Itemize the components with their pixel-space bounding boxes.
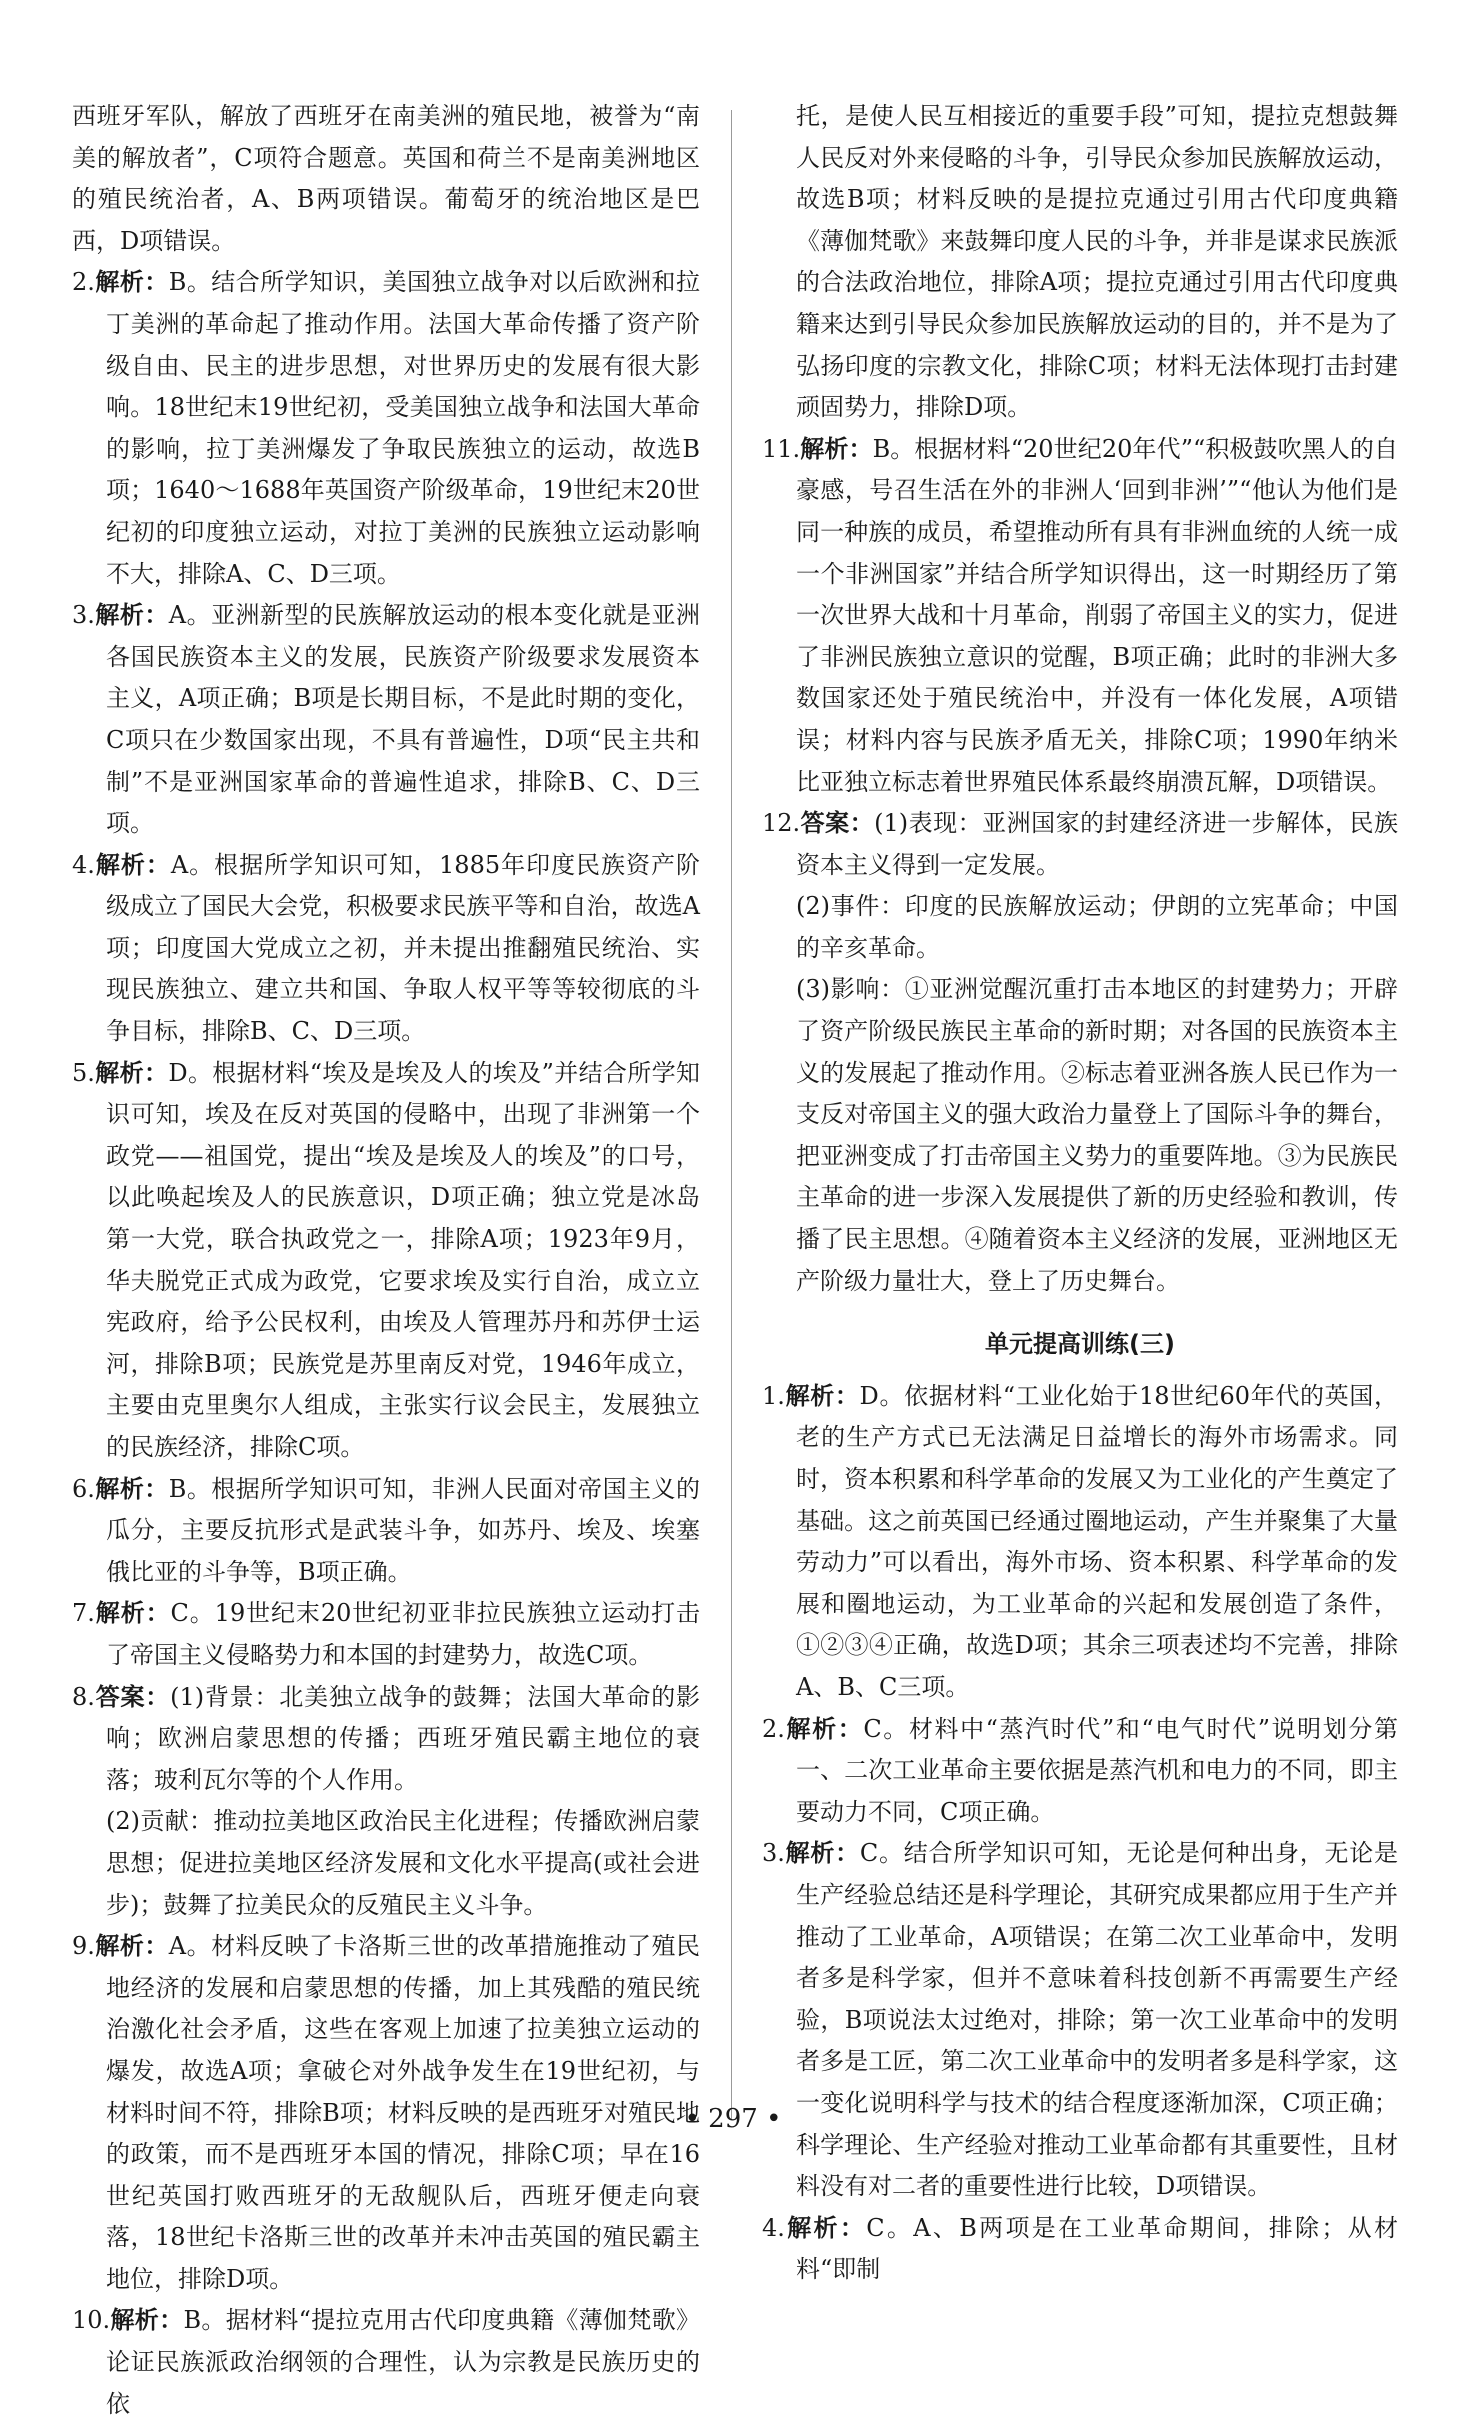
unit-answer-3: 3.解析：C。结合所学知识可知，无论是何种出身，无论是生产经验总结还是科学理论，其研究成果都应用于生产并推动了工业革命，A项错误；在第二次工业革命中，发明者多是科学家，但并不意味着科技创新不再需要生产经验，B项说法太过绝对，排除；第一次工业革命中的发明者多是工匠，第二次工业革命中的发明者多是科学家，这一变化说明科学与技术的结合程度逐渐加深，C项正确；科学理论、生产经验对推动工业革命都有其重要性，且材料没有对二者的重要性进行比较，D项错误。 bbox=[762, 1839, 1398, 2201]
answer-4: 4.解析：A。根据所学知识可知，1885年印度民族资产阶级成立了国民大会党，积极要求民族平等和自治，故选A项；印度国大党成立之初，并未提出推翻殖民统治、实现民族独立、建立共和国、争取人权平等等较彻底的斗争目标，排除B、C、D三项。 bbox=[72, 850, 700, 1046]
answer-10: 10.解析：B。据材料“提拉克用古代印度典籍《薄伽梵歌》论证民族派政治纲领的合理性，认为宗教是民族历史的依 bbox=[72, 2306, 701, 2418]
unit-answer-2: 2.解析：C。材料中“蒸汽时代”和“电气时代”说明划分第一、二次工业革命主要依据是蒸汽机和电力的不同，即主要动力不同，C项正确。 bbox=[762, 1714, 1398, 1826]
section-title: 单元提高训练(三) bbox=[985, 1330, 1175, 1359]
answer-12-part-3: (3)影响：①亚洲觉醒沉重打击本地区的封建势力；开辟了资产阶级民族民主革命的新时期；对各国的民族资本主义的发展起了推动作用。②标志着亚洲各族人民已作为一支反对帝国主义的强大政治力量登上了国际斗争的舞台，把亚洲变成了打击帝国主义势力的重要阵地。③为民族民主革命的进一步深入发展提供了新的历史经验和教训，传播了民主思想。④随着资本主义经济的发展，亚洲地区无产阶级力量壮大，登上了历史舞台。 bbox=[796, 975, 1398, 1295]
answer-3: 3.解析：A。亚洲新型的民族解放运动的根本变化就是亚洲各国民族资本主义的发展，民族资产阶级要求发展资本主义，A项正确；B项是长期目标，不是此时期的变化，C项只在少数国家出现，不具有普遍性，D项“民主共和制”不是亚洲国家革命的普遍性追求，排除B、C、D三项。 bbox=[72, 601, 700, 838]
page-number: • 297 • bbox=[684, 2104, 782, 2134]
answer-2: 2.解析：B。结合所学知识，美国独立战争对以后欧洲和拉丁美洲的革命起了推动作用。法国大革命传播了资产阶级自由、民主的进步思想，对世界历史的发展有很大影响。18世纪末19世纪初，受美国独立战争和法国大革命的影响，拉丁美洲爆发了争取民族独立的运动，故选B项；1640～1688年英国资产阶级革命，19世纪末20世纪初的印度独立运动，对拉丁美洲的民族独立运动影响不大，排除A、C、D三项。 bbox=[72, 268, 701, 588]
answer-11: 11.解析：B。根据材料“20世纪20年代”“积极鼓吹黑人的自豪感，号召生活在外的非洲人‘回到非洲’”“他认为他们是同一种族的成员，希望推动所有具有非洲血统的人统一成一个非洲国家”并结合所学知识得出，这一时期经历了第一次世界大战和十月革命，削弱了帝国主义的实力，促进了非洲民族独立意识的觉醒，B项正确；此时的非洲大多数国家还处于殖民统治中，并没有一体化发展，A项错误；材料内容与民族矛盾无关，排除C项；1990年纳米比亚独立标志着世界殖民体系最终崩溃瓦解，D项错误。 bbox=[762, 434, 1398, 796]
answer-10-continuation: 托，是使人民互相接近的重要手段”可知，提拉克想鼓舞人民反对外来侵略的斗争，引导民众参加民族解放运动，故选B项；材料反映的是提拉克通过引用古代印度典籍《薄伽梵歌》来鼓舞印度人民的斗争，并非是谋求民族派的合法政治地位，排除A项；提拉克通过引用古代印度典籍来达到引导民众参加民族解放运动的目的，并不是为了弘扬印度的宗教文化，排除C项；材料无法体现打击封建顽固势力，排除D项。 bbox=[796, 102, 1398, 422]
column-divider bbox=[731, 110, 732, 2120]
answer-1-continuation: 西班牙军队，解放了西班牙在南美洲的殖民地，被誉为“南美的解放者”，C项符合题意。英国和荷兰不是南美洲地区的殖民统治者，A、B两项错误。葡萄牙的统治地区是巴西，D项错误。 bbox=[72, 102, 700, 255]
answer-5: 5.解析：D。根据材料“埃及是埃及人的埃及”并结合所学知识可知，埃及在反对英国的侵略中，出现了非洲第一个政党——祖国党，提出“埃及是埃及人的埃及”的口号，以此唤起埃及人的民族意识，D项正确；独立党是冰岛第一大党，联合执政党之一，排除A项；1923年9月，华夫脱党正式成为政党，它要求埃及实行自治，成立立宪政府，给予公民权利，由埃及人管理苏丹和苏伊士运河，排除B项；民族党是苏里南反对党，1946年成立，主要由克里奥尔人组成，主张实行议会民主，发展独立的民族经济，排除C项。 bbox=[72, 1058, 701, 1461]
right-column bbox=[762, 96, 1398, 2291]
unit-answer-4: 4.解析：C。A、B两项是在工业革命期间，排除；从材料“即制 bbox=[762, 2213, 1398, 2284]
answer-8: 8.答案：(1)背景：北美独立战争的鼓舞；法国大革命的影响；欧洲启蒙思想的传播；西班牙殖民霸主地位的衰落；玻利瓦尔等的个人作用。 bbox=[72, 1682, 700, 1794]
answer-12-part-2: (2)事件：印度的民族解放运动；伊朗的立宪革命；中国的辛亥革命。 bbox=[796, 892, 1398, 962]
answer-8-part-2: (2)贡献：推动拉美地区政治民主化进程；传播欧洲启蒙思想；促进拉美地区经济发展和文化水平提高(或社会进步)；鼓舞了拉美民众的反殖民主义斗争。 bbox=[106, 1807, 700, 1919]
answer-12: 12.答案：(1)表现：亚洲国家的封建经济进一步解体，民族资本主义得到一定发展。 bbox=[762, 809, 1399, 879]
answer-7: 7.解析：C。19世纪末20世纪初亚非拉民族独立运动打击了帝国主义侵略势力和本国的封建势力，故选C项。 bbox=[72, 1599, 700, 1669]
answer-6: 6.解析：B。根据所学知识可知，非洲人民面对帝国主义的瓜分，主要反抗形式是武装斗争，如苏丹、埃及、埃塞俄比亚的斗争等，B项正确。 bbox=[72, 1474, 701, 1586]
answer-9: 9.解析：A。材料反映了卡洛斯三世的改革措施推动了殖民地经济的发展和启蒙思想的传播，加上其残酷的殖民统治激化社会矛盾，这些在客观上加速了拉美独立运动的爆发，故选A项；拿破仑对外战争发生在19世纪初，与材料时间不符，排除B项；材料反映的是西班牙对殖民地的政策，而不是西班牙本国的情况，排除C项；早在16世纪英国打败西班牙的无敌舰队后，西班牙便走向衰落，18世纪卡洛斯三世的改革并未冲击英国的殖民霸主地位，排除D项。 bbox=[72, 1932, 700, 2293]
left-column bbox=[72, 96, 700, 2425]
unit-answer-1: 1.解析：D。依据材料“工业化始于18世纪60年代的英国，老的生产方式已无法满足日益增长的海外市场需求。同时，资本积累和科学革命的发展又为工业化的产生奠定了基础。这之前英国已经通过圈地运动，产生并聚集了大量劳动力”可以看出，海外市场、资本积累、科学革命的发展和圈地运动，为工业革命的兴起和发展创造了条件，①②③④正确，故选D项；其余三项表述均不完善，排除A、B、C三项。 bbox=[762, 1381, 1398, 1701]
